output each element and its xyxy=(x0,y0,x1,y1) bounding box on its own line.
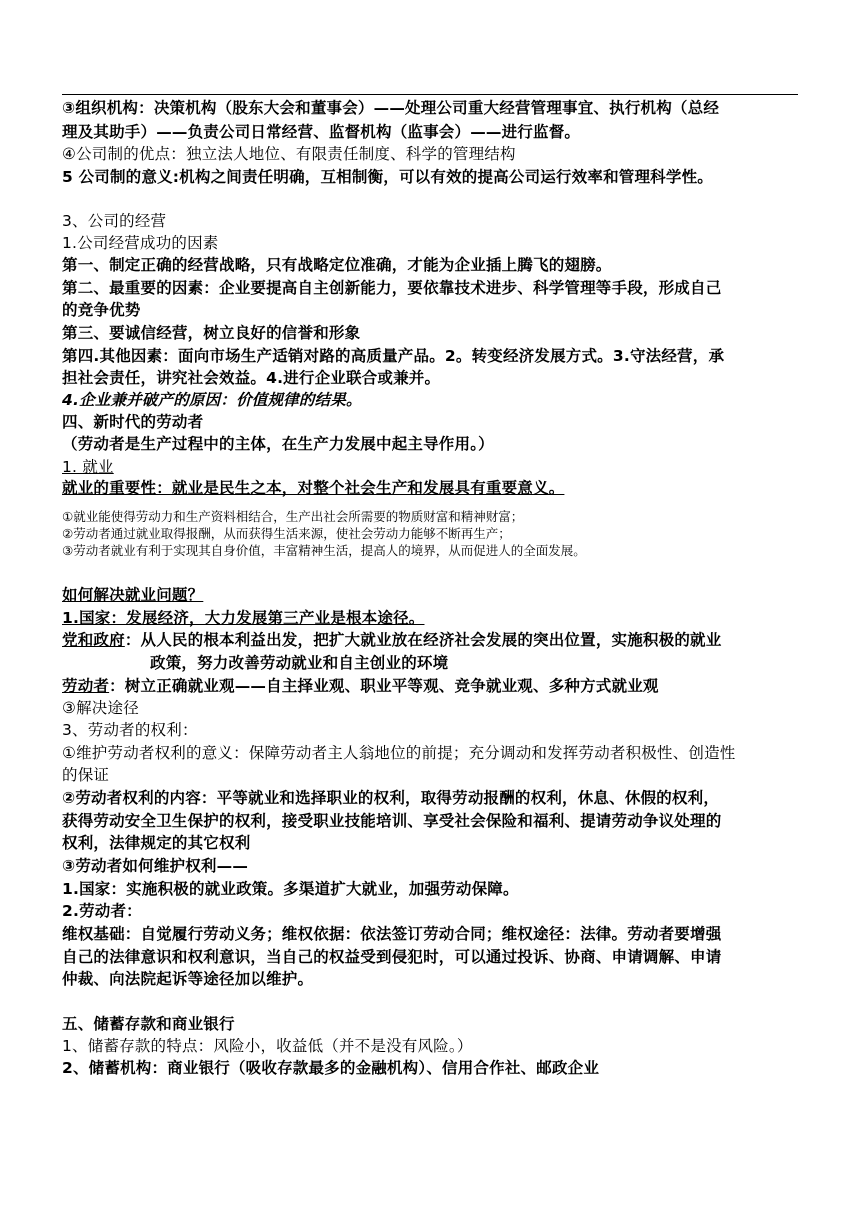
subsection-heading: 1. 就业 xyxy=(62,458,114,476)
text-line: 1.国家：发展经济，大力发展第三产业是根本途径。 xyxy=(62,609,425,627)
text-line: 第二、最重要的因素：企业要提高自主创新能力，要依靠技术进步、科学管理等手段，形成自己 xyxy=(62,279,722,297)
text-line: 第一、制定正确的经营战略，只有战略定位准确，才能为企业插上腾飞的翅膀。 xyxy=(62,256,612,274)
section-heading: 3、劳动者的权利： xyxy=(62,721,198,739)
text-line: 的竞争优势 xyxy=(62,301,141,319)
text-line: ③组织机构：决策机构（股东大会和董事会）——处理公司重大经营管理事宜、执行机构（总经 xyxy=(62,99,720,117)
text-line: 1.公司经营成功的因素 xyxy=(62,234,219,252)
small-text-line: ③劳动者就业有利于实现其自身价值，丰富精神生活，提高人的境界，从而促进人的全面发展。 xyxy=(62,543,586,558)
text-segment: ：从人民的根本利益出发，把扩大就业放在经济社会发展的突出位置，实施积极的就业 xyxy=(124,631,722,649)
text-line: 担社会责任，讲究社会效益。4.进行企业联合或兼并。 xyxy=(62,369,441,387)
header-rule xyxy=(62,94,798,95)
small-text-line: ①就业能使得劳动力和生产资料相结合，生产出社会所需要的物质财富和精神财富； xyxy=(62,509,524,524)
text-line: ①维护劳动者权利的意义：保障劳动者主人翁地位的前提；充分调动和发挥劳动者积极性、创造性 xyxy=(62,744,736,762)
text-line: 4.企业兼并破产的原因：价值规律的结果。 xyxy=(62,391,362,409)
text-line: 仲裁、向法院起诉等途径加以维护。 xyxy=(62,970,314,988)
text-line: ②劳动者权利的内容：平等就业和选择职业的权利，取得劳动报酬的权利，休息、休假的权利， xyxy=(62,789,720,807)
small-text-line: ②劳动者通过就业取得报酬，从而获得生活来源，使社会劳动力能够不断再生产； xyxy=(62,526,511,541)
subsection-heading: 如何解决就业问题？ xyxy=(62,586,204,604)
text-line: 权利，法律规定的其它权利 xyxy=(62,834,251,852)
text-line: ③劳动者如何维护权利—— xyxy=(62,857,249,875)
text-line: 2.劳动者： xyxy=(62,902,142,920)
text-line: （劳动者是生产过程中的主体，在生产力发展中起主导作用。） xyxy=(62,435,494,453)
text-line: 1、储蓄存款的特点：风险小，收益低（并不是没有风险。） xyxy=(62,1037,473,1055)
text-line: 第四.其他因素：面向市场生产适销对路的高质量产品。2。转变经济发展方式。3.守法经营，承 xyxy=(62,347,725,365)
text-line: 1.国家：实施积极的就业政策。多渠道扩大就业，加强劳动保障。 xyxy=(62,880,519,898)
text-line: ③解决途径 xyxy=(62,699,139,717)
text-line: ④公司制的优点：独立法人地位、有限责任制度、科学的管理结构 xyxy=(62,145,516,163)
section-heading: 五、储蓄存款和商业银行 xyxy=(62,1015,235,1033)
section-heading: 3、公司的经营 xyxy=(62,212,167,230)
text-line xyxy=(62,629,721,651)
text-line: 第三、要诚信经营，树立良好的信誉和形象 xyxy=(62,324,361,342)
text-line: 维权基础：自觉履行劳动义务；维权依据：依法签订劳动合同；维权途径：法律。劳动者要增强 xyxy=(62,925,722,943)
text-line: 就业的重要性：就业是民生之本，对整个社会生产和发展具有重要意义。 xyxy=(62,479,565,497)
text-line: 自己的法律意识和权利意识，当自己的权益受到侵犯时，可以通过投诉、协商、申请调解、申请 xyxy=(62,948,722,966)
label-party-government: 党和政府 xyxy=(62,631,125,649)
text-line: 理及其助手）——负责公司日常经营、监督机构（监事会）——进行监督。 xyxy=(62,123,581,141)
text-line: 2、储蓄机构：商业银行（吸收存款最多的金融机构）、信用合作社、邮政企业 xyxy=(62,1059,600,1077)
text-line: 获得劳动安全卫生保护的权利，接受职业技能培训、享受社会保险和福利、提请劳动争议处理的 xyxy=(62,812,722,830)
label-worker: 劳动者 xyxy=(62,677,110,695)
section-heading: 四、新时代的劳动者 xyxy=(62,413,204,431)
text-line: 政策，努力改善劳动就业和自主创业的环境 xyxy=(150,654,449,672)
text-line: 5 公司制的意义:机构之间责任明确，互相制衡，可以有效的提高公司运行效率和管理科学性。 xyxy=(62,168,713,186)
text-segment: ：树立正确就业观——自主择业观、职业平等观、竞争就业观、多种方式就业观 xyxy=(109,677,659,695)
text-line: 的保证 xyxy=(62,766,110,784)
text-line xyxy=(62,675,659,697)
